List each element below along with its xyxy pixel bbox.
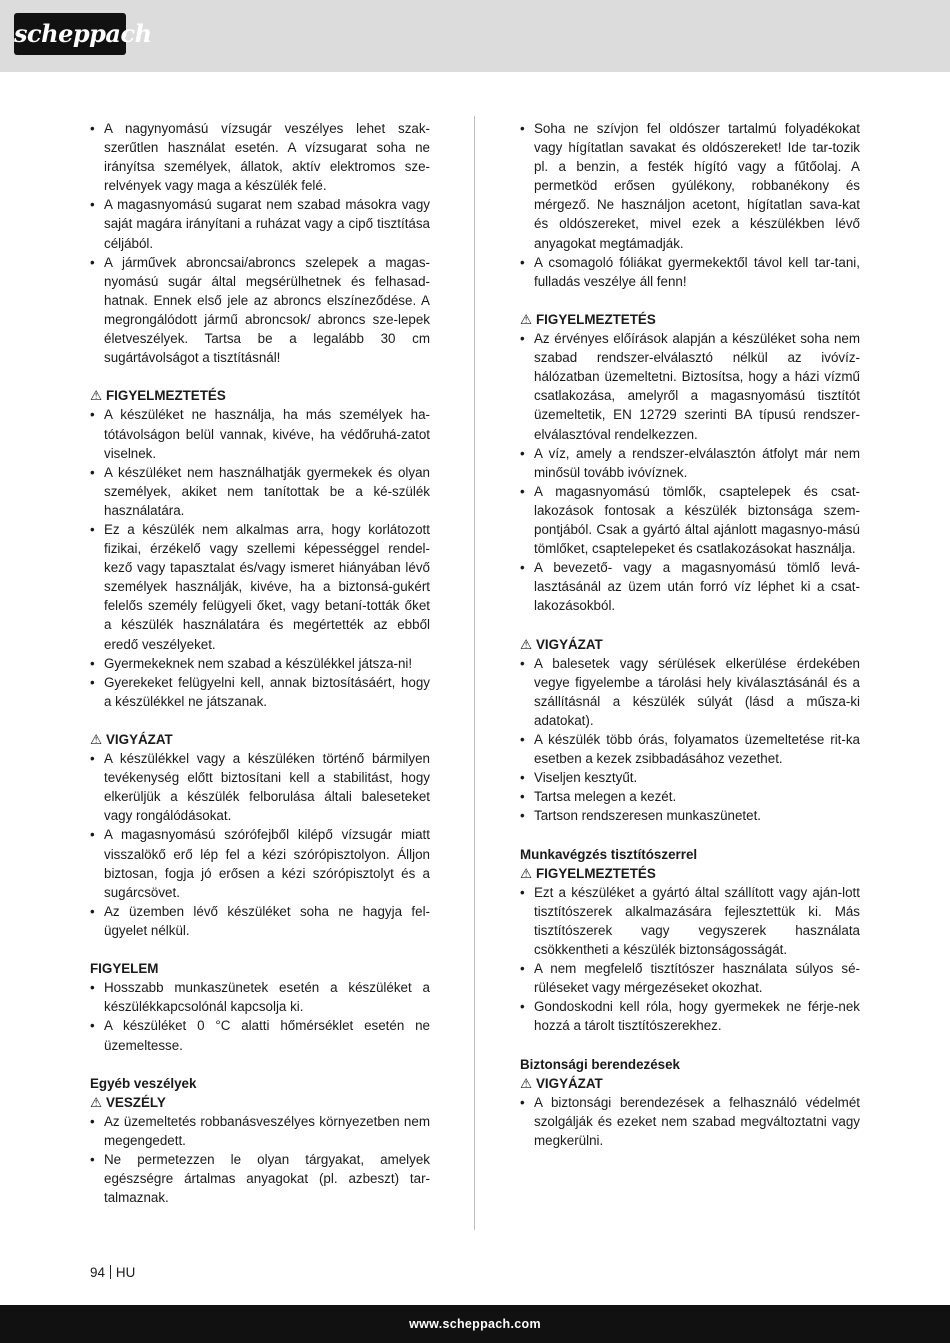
list-item: • A járművek abroncsai/abroncs szelepek a magas-nyomású sugár által megsérülhetnek és felhasad-hatnak. Ennek első jele az abroncs elszíneződése. A megrongálódott jármű abroncsok/ abroncs sze-lepek életveszélyek. Tartsa be a legalább 30 cm sugártávolságot a tisztításnál! [90,253,430,368]
caution-heading [90,730,430,749]
list-item: • Tartson rendszeresen munkaszünetet. [520,806,860,825]
warning-triangle-icon: ⚠ [90,732,103,747]
warning-triangle-icon: ⚠ [90,388,103,404]
list-item: • A balesetek vagy sérülések elkerülése érdekében vegye figyelembe a tárolási hely kiválasztásánál és a szállításnál a készülék súlyát (lásd a műsza-ki adatokat). [520,654,860,730]
warning-heading [520,310,860,329]
intro-list [520,119,860,291]
page-number-value: 94 [90,1265,105,1280]
list-item: • A bevezető- vagy a magasnyomású tömlő levá-lasztásánál az üzem után forró víz léphet ki a csat-lakozásokból. [520,558,860,615]
caution-heading [520,1074,860,1093]
warning-list [520,329,860,615]
safety-list [520,1093,860,1150]
brand-logo: scheppach [14,13,126,55]
warning-list [90,405,430,711]
list-item: • A magasnyomású szórófejből kilépő vízsugár miatt visszalökő erő lép fel a kézi szórópisztolyon. Álljon biztosan, fogja jó erősen a kézi szórópisztolyt és a sugárcsövet. [90,825,430,901]
list-item: • A készüléket nem használhatják gyermekek és olyan személyek, akiket nem tanítottak be a ké-szülék használatára. [90,463,430,520]
list-item: • A víz, amely a rendszer-elválasztón átfolyt már nem minősül tovább ivóvíznek. [520,444,860,482]
intro-list [90,119,430,367]
caution-list [520,654,860,826]
language-code: HU [115,1265,136,1280]
page-header [0,0,950,72]
list-item: • Ne permetezzen le olyan tárgyakat, amelyek egészségre ártalmas anyagokat (pl. azbeszt) tar-talmaznak. [90,1150,430,1207]
list-item: • A készüléket 0 °C alatti hőmérséklet esetén ne üzemeltesse. [90,1016,430,1054]
list-item: • Soha ne szívjon fel oldószer tartalmú folyadékokat vagy hígítatlan savakat és oldószereket! Ide tar-tozik pl. a benzin, a festék hígító vagy a fűtőolaj. A permetköd erősen gyúlékony, robbanékony és mérgező. Ne használjon acetont, hígítatlan sava-kat és oldószereket, mivel ezek a készülékben lévő anyagokat megtámadják. [520,119,860,253]
section-title-cleaning-agents: Munkavégzés tisztítószerrel [520,846,698,862]
section-title-other-hazards: Egyéb veszélyek [90,1075,197,1091]
list-item: • Az üzemben lévő készüléket soha ne hagyja fel-ügyelet nélkül. [90,902,430,940]
list-item: • A nem megfelelő tisztítószer használata súlyos sé-rüléseket vagy mérgezéseket okozhat. [520,959,860,997]
list-item: • Gondoskodni kell róla, hogy gyermekek ne férje-nek hozzá a tárolt tisztítószerekhez. [520,997,860,1035]
list-item: • A biztonsági berendezések a felhasználó védelmét szolgálják és ezeket nem szabad megváltoztatni vagy megkerülni. [520,1093,860,1150]
list-item: • Ezt a készüléket a gyártó által szállított vagy aján-lott tisztítószerek alkalmazására fejlesztettük ki. Más tisztítószerek vagy vegyszerek használata csökkentheti a készülék biztonságosságát. [520,883,860,959]
list-item: • A magasnyomású sugarat nem szabad másokra vagy saját magára irányítani a ruházat vagy a cipő tisztítása céljából. [90,195,430,252]
warning-triangle-icon: ⚠ [520,1075,533,1091]
warning-triangle-icon: ⚠ [520,311,533,327]
section-title-safety-devices: Biztonsági berendezések [520,1056,680,1072]
list-item: • Viseljen kesztyűt. [520,768,860,787]
list-item: • A készülék több órás, folyamatos üzemeltetése rit-ka esetben a kezek zsibbadásához vezethet. [520,730,860,768]
page-number-separator [110,1265,111,1279]
list-item: • Gyermekeknek nem szabad a készülékkel játsza-ni! [90,654,430,673]
list-item: • A csomagoló fóliákat gyermekektől távol kell tar-tani, fulladás veszélye áll fenn! [520,253,860,291]
warning-triangle-icon: ⚠ [520,636,533,652]
list-item: • Hosszabb munkaszünetek esetén a készüléket a készülékkapcsolónál kapcsolja ki. [90,978,430,1016]
left-column [90,119,430,1207]
list-item: • Tartsa melegen a kezét. [520,787,860,806]
notice-list [90,978,430,1054]
caution-list [90,749,430,940]
warning-title: FIGYELMEZTETÉS [536,311,656,327]
danger-list [90,1112,430,1207]
list-item: • Ez a készülék nem alkalmas arra, hogy korlátozott fizikai, érzékelő vagy szellemi képességgel rendel-kező vagy tapasztalat és/vagy ismeret hiányában lévő személyek használják, kivéve, ha a biztonsá-gukért felelős személy felügyeli őket, vagy betaní-tották őket a készülék használatára és megértették az ebből eredő veszélyeket. [90,520,430,654]
list-item: • Gyerekeket felügyelni kell, annak biztosításáért, hogy a készülékkel ne játszanak. [90,673,430,711]
list-item: • A nagynyomású vízsugár veszélyes lehet szak-szerűtlen használat esetén. A vízsugarat soha ne irányítsa személyek, állatok, aktív elektromos sze-relvények vagy maga a készülék felé. [90,119,430,195]
danger-heading [90,1093,430,1112]
danger-title: VESZÉLY [106,1094,166,1110]
cleaning-list [520,883,860,1036]
list-item: • Az üzemeltetés robbanásveszélyes környezetben nem megengedett. [90,1112,430,1150]
warning-title: FIGYELMEZTETÉS [106,388,226,404]
website-url: www.scheppach.com [409,1317,541,1331]
warning-heading [90,386,430,405]
warning-triangle-icon: ⚠ [90,1094,103,1110]
list-item: • Az érvényes előírások alapján a készüléket soha nem szabad rendszer-elválasztó nélkül az ivóvíz-hálózatban üzemeltetni. Biztosítsa, hogy a házi vízmű csatlakozása, amelyről a magasnyomású tisztítót üzemeltetik, EN 12729 szerinti BA típusú rendszer-elválasztóval rendelkezzen. [520,329,860,444]
caution-title: VIGYÁZAT [536,1075,603,1091]
warning-title: FIGYELMEZTETÉS [536,865,656,881]
notice-heading: FIGYELEM [90,961,159,977]
page-footer [0,1305,950,1343]
list-item: • A készüléket ne használja, ha más személyek ha-tótávolságon belül vannak, kivéve, ha védőruhá-zatot viselnek. [90,405,430,462]
list-item: • A magasnyomású tömlők, csaptelepek és csat-lakozások fontosak a készülék biztonsága szem-pontjából. Csak a gyártó által ajánlott magasnyo-mású tömlőket, csaptelepeket és csatlakozásokat használja. [520,482,860,558]
caution-title: VIGYÁZAT [536,636,603,652]
column-divider [474,116,475,1230]
warning-heading [520,864,860,883]
list-item: • A készülékkel vagy a készüléken történő bármilyen tevékenység előtt biztosítani kell a stabilitást, hogy elkerüljük a készülék felborulása általi baleseteket vagy rongálódásokat. [90,749,430,825]
caution-heading [520,635,860,654]
right-column [520,119,860,1150]
caution-title: VIGYÁZAT [106,732,173,747]
page-number [90,1265,135,1280]
warning-triangle-icon: ⚠ [520,865,533,881]
